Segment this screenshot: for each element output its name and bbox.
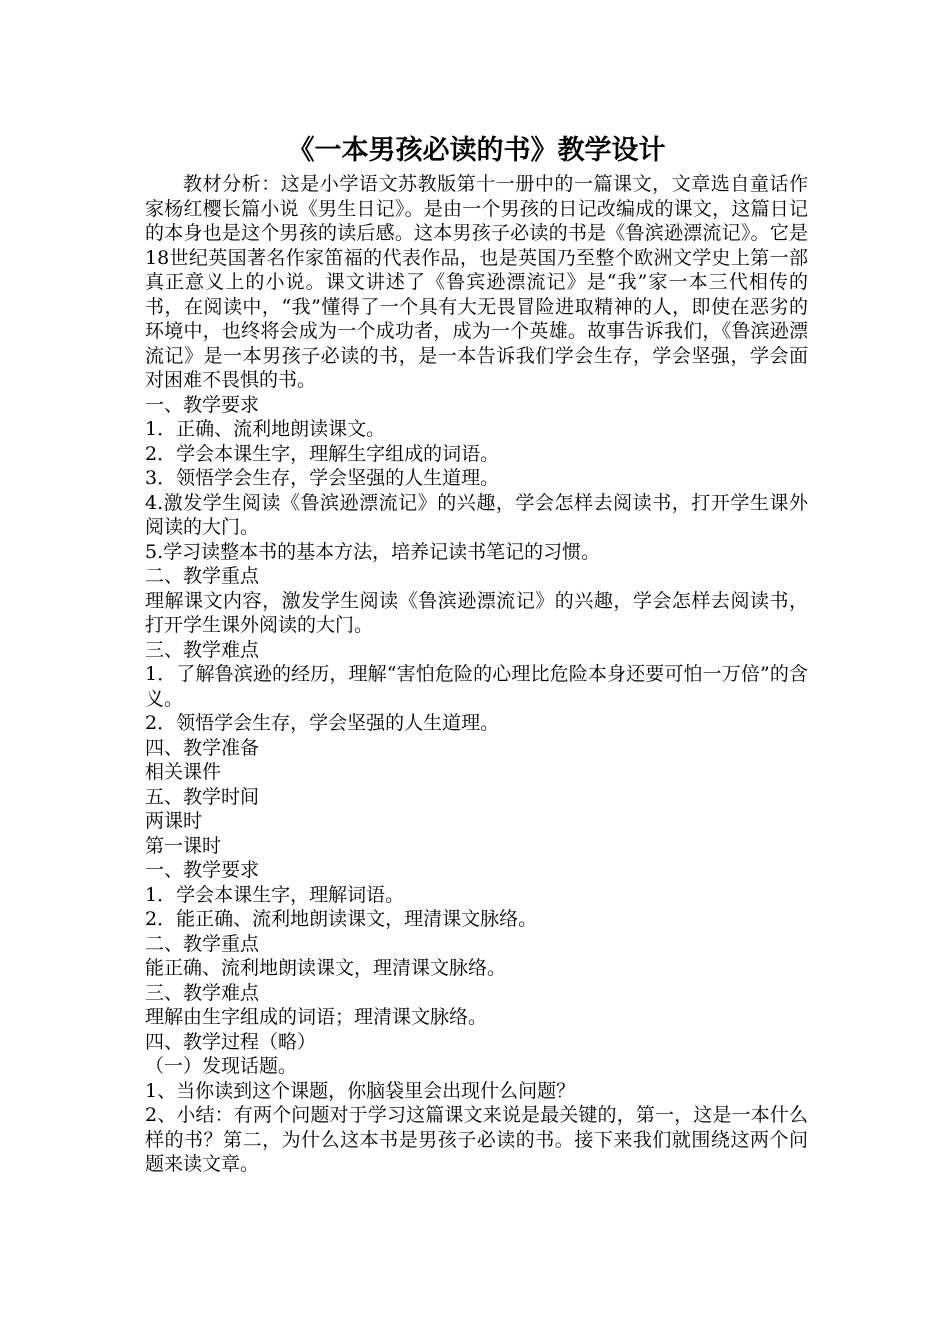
list-item: 2、小结：有两个问题对于学习这篇课文来说是最关键的，第一，这是一本什么样的书？第二，为什么这本书是男孩子必读的书。接下来我们就围绕这两个问题来读文章。 (145, 1104, 808, 1175)
section-heading: 四、教学过程（略） (145, 1030, 317, 1053)
list-item: 1．学会本课生字，理解词语。 (145, 883, 405, 906)
section-heading: 二、教学重点 (145, 565, 260, 587)
list-item: 2．学会本课生字，理解生字组成的词语。 (145, 442, 500, 465)
list-item: 5.学习读整本书的基本方法，培养记读书笔记的习惯。 (145, 540, 601, 563)
list-item: 1、当你读到这个课题，你脑袋里会出现什么问题？ (145, 1079, 576, 1102)
body-text: 两课时 (145, 810, 203, 832)
body-text: 理解由生字组成的词语；理清课文脉络。 (145, 1006, 488, 1028)
section-heading: 三、教学难点 (145, 638, 260, 661)
list-item: 2．能正确、流利地朗读课文，理清课文脉络。 (145, 908, 538, 930)
list-item: 3．领悟学会生存，学会坚强的人生道理。 (145, 467, 500, 489)
subsection-heading: （一）发现话题。 (145, 1055, 298, 1077)
section-heading: 二、教学重点 (145, 932, 260, 955)
section-heading: 一、教学要求 (145, 859, 260, 881)
body-text: 能正确、流利地朗读课文，理清课文脉络。 (145, 957, 507, 979)
section-heading: 一、教学要求 (145, 393, 260, 416)
list-item: 1．了解鲁滨逊的经历，理解“害怕危险的心理比危险本身还要可怕一万倍”的含义。 (145, 663, 808, 710)
body-text: 相关课件 (145, 761, 222, 783)
list-item: 4.激发学生阅读《鲁滨逊漂流记》的兴趣，学会怎样去阅读书，打开学生课外阅读的大门。 (145, 491, 808, 538)
list-item: 1．正确、流利地朗读课文。 (145, 418, 386, 440)
list-item: 2．领悟学会生存，学会坚强的人生道理。 (145, 712, 500, 734)
body-text: 理解课文内容，激发学生阅读《鲁滨逊漂流记》的兴趣，学会怎样去阅读书，打开学生课外阅读的大门。 (145, 589, 808, 636)
document-title: 《一本男孩必读的书》教学设计 (287, 135, 666, 166)
lesson-heading: 第一课时 (145, 834, 222, 857)
section-heading: 四、教学准备 (145, 736, 260, 759)
section-heading: 三、教学难点 (145, 981, 260, 1004)
intro-paragraph: 教材分析：这是小学语文苏教版第十一册中的一篇课文，文章选自童话作家杨红樱长篇小说《男生日记》。是由一个男孩的日记改编成的课文，这篇日记的本身也是这个男孩的读后感。这本男孩子必读的书是《鲁滨逊漂流记》。它是18世纪英国著名作家笛福的代表作品，也是英国乃至整个欧洲文学史上第一部真正意义上的小说。课文讲述了《鲁宾逊漂流记》是“我”家一本三代相传的书，在阅读中，“我”懂得了一个具有大无畏冒险进取精神的人，即使在恶劣的环境中，也终将会成为一个成功者，成为一个英雄。故事告诉我们，《鲁滨逊漂流记》是一本男孩子必读的书，是一本告诉我们学会生存，学会坚强，学会面对困难不畏惧的书。 (145, 173, 808, 391)
document-page (145, 134, 808, 1177)
section-heading: 五、教学时间 (145, 785, 260, 808)
